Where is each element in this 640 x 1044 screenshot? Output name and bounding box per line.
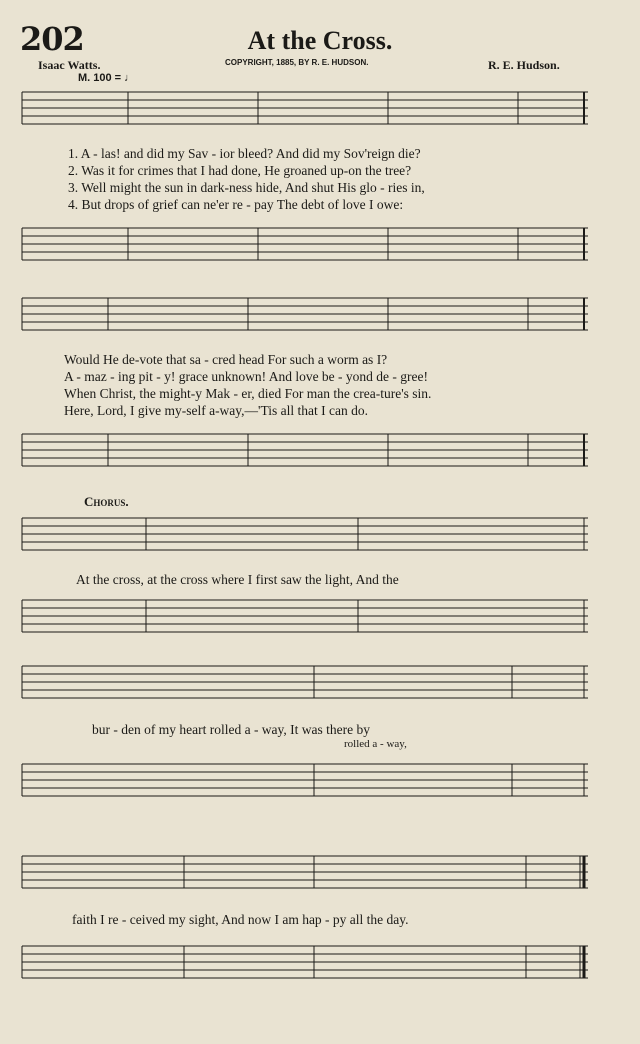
verse-3-line-2: When Christ, the might-y Mak - er, died For man the crea-ture's sin.	[64, 386, 432, 401]
staff-lines	[18, 292, 592, 342]
system-3-bass-staff	[18, 594, 592, 644]
staff-lines	[18, 940, 592, 990]
chorus-line-1: At the cross, at the cross where I first saw the light, And the	[76, 572, 399, 587]
system-3-treble-staff	[18, 512, 592, 562]
hymn-title: At the Cross.	[247, 26, 393, 55]
system-1-treble-staff	[18, 86, 592, 136]
staff-lines	[18, 512, 592, 562]
system-2-bass-staff	[18, 428, 592, 478]
verse-2-line-1: 2. Was it for crimes that I had done, He groaned up-on the tree?	[68, 163, 412, 178]
chorus-line-2: bur - den of my heart rolled a - way, It was there by	[92, 722, 371, 737]
copyright-notice: COPYRIGHT, 1885, BY R. E. HUDSON.	[225, 58, 369, 67]
system-5-bass-staff	[18, 940, 592, 990]
verse-4-line-2: Here, Lord, I give my-self a-way,—'Tis all that I can do.	[64, 403, 368, 418]
composer-credit: R. E. Hudson.	[488, 58, 560, 72]
verse-1-line-1: 1. A - las! and did my Sav - ior bleed? And did my Sov'reign die?	[68, 146, 421, 161]
tempo-marking: M. 100 = ♩	[78, 72, 136, 84]
staff-lines	[18, 222, 592, 272]
system-2-treble-staff	[18, 292, 592, 342]
author-credit: Isaac Watts.	[38, 58, 101, 72]
chorus-label: Chorus.	[84, 494, 129, 509]
system-4-bass-staff	[18, 758, 592, 808]
staff-lines	[18, 428, 592, 478]
system-4-treble-staff	[18, 660, 592, 710]
chorus-line-3: faith I re - ceived my sight, And now I am hap - py all the day.	[72, 912, 409, 927]
verse-3-line-1: 3. Well might the sun in dark-ness hide, And shut His glo - ries in,	[68, 180, 425, 195]
verse-2-line-2: A - maz - ing pit - y! grace unknown! And love be - yond de - gree!	[64, 369, 429, 384]
staff-lines	[18, 850, 592, 900]
verse-1-line-2: Would He de-vote that sa - cred head For such a worm as I?	[64, 352, 388, 367]
system-1-bass-staff	[18, 222, 592, 272]
staff-lines	[18, 86, 592, 136]
system-5-treble-staff	[18, 850, 592, 900]
staff-lines	[18, 660, 592, 710]
staff-lines	[18, 758, 592, 808]
chorus-line-2-alto: rolled a - way,	[344, 738, 407, 750]
verse-4-line-1: 4. But drops of grief can ne'er re - pay The debt of love I owe:	[68, 197, 404, 212]
staff-lines	[18, 594, 592, 644]
hymn-number: 202	[20, 20, 84, 58]
